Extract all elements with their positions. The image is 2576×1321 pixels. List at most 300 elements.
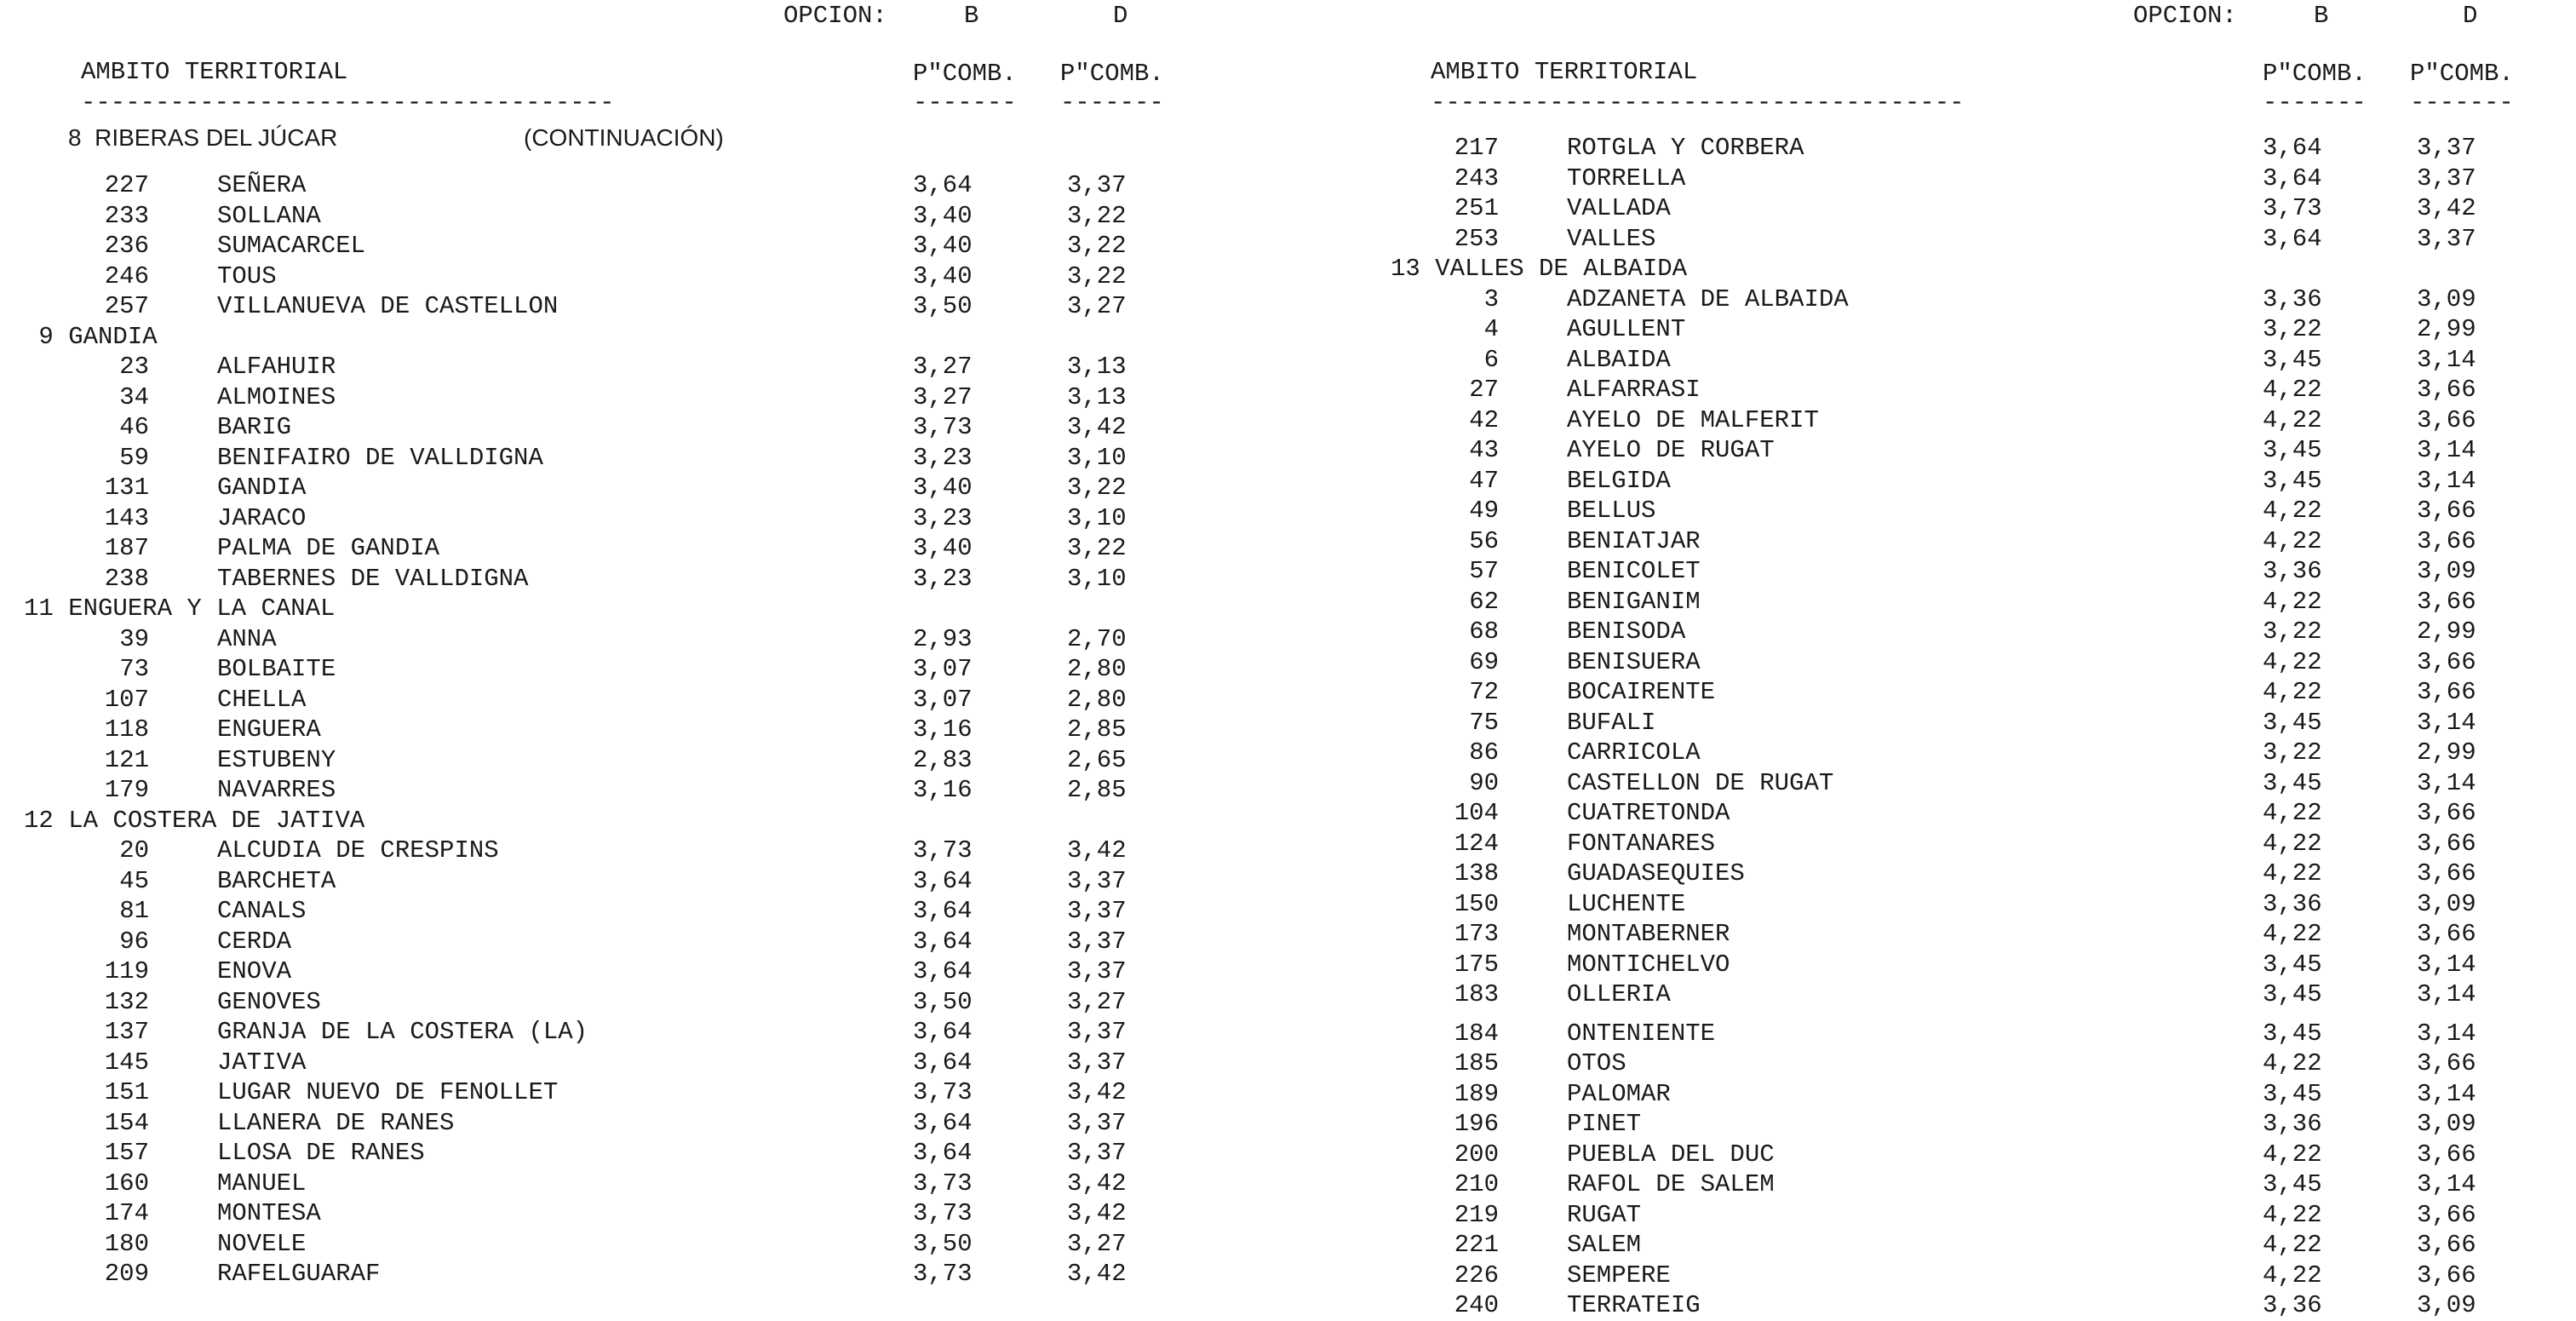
table-row <box>1392 466 2576 497</box>
table-row <box>1392 345 2576 376</box>
value-b: 2,93 <box>913 624 972 653</box>
value-b: 3,64 <box>913 1018 972 1046</box>
value-d: 2,85 <box>1067 715 1127 744</box>
municipality-name: NOVELE <box>217 1229 307 1258</box>
municipality-name: ESTUBENY <box>217 745 336 774</box>
value-b: 3,23 <box>913 503 972 532</box>
municipality-name: VALLES <box>1567 224 1656 253</box>
opcion-label: OPCION: <box>2133 2 2237 30</box>
municipality-name: BENISODA <box>1567 617 1686 646</box>
municipality-name: TERRATEIG <box>1567 1291 1701 1319</box>
municipality-code: 226 <box>1454 1261 1499 1289</box>
value-b: 3,27 <box>913 353 972 381</box>
col-d-header: P"COMB. <box>1060 60 1164 88</box>
ambito-territorial-label: AMBITO TERRITORIAL <box>1431 58 1698 86</box>
left-column <box>24 0 1277 1301</box>
value-d: 3,66 <box>2417 497 2476 525</box>
municipality-name: LLANERA DE RANES <box>217 1108 455 1137</box>
municipality-code: 253 <box>1454 224 1499 253</box>
table-row <box>1392 738 2576 768</box>
value-d: 2,85 <box>1067 776 1127 804</box>
value-b: 4,22 <box>2263 1200 2322 1229</box>
municipality-code: 107 <box>104 685 149 714</box>
municipality-name: GENOVES <box>217 987 321 1016</box>
table-row <box>43 1229 1277 1260</box>
municipality-name: CERDA <box>217 927 292 956</box>
value-d: 3,66 <box>2417 405 2476 434</box>
value-d: 3,42 <box>1067 1078 1127 1106</box>
value-b: 3,64 <box>2263 224 2322 253</box>
municipality-code: 217 <box>1454 134 1499 162</box>
municipality-name: BARCHETA <box>217 866 336 895</box>
option-b-label: B <box>2314 2 2329 30</box>
municipality-code: 160 <box>104 1169 149 1198</box>
municipality-code: 246 <box>104 261 149 290</box>
col-d-underline: ------- <box>2410 89 2514 117</box>
value-b: 3,23 <box>913 564 972 593</box>
value-b: 4,22 <box>2263 1049 2322 1077</box>
table-row <box>43 654 1277 685</box>
group-header <box>24 594 1277 624</box>
ambito-underline: ------------------------------------ <box>81 89 615 117</box>
group-name: 13 VALLES DE ALBAIDA <box>1391 255 1688 283</box>
value-d: 3,22 <box>1067 534 1127 562</box>
municipality-code: 121 <box>104 745 149 774</box>
table-row <box>1392 979 2576 1010</box>
value-d: 3,42 <box>1067 1199 1127 1227</box>
municipality-name: AGULLENT <box>1567 315 1686 343</box>
value-b: 3,64 <box>913 957 972 985</box>
table-row <box>43 201 1277 232</box>
municipality-code: 131 <box>104 474 149 502</box>
value-d: 3,37 <box>2417 224 2476 253</box>
municipality-code: 59 <box>119 443 149 472</box>
value-b: 3,07 <box>913 685 972 714</box>
table-row <box>1392 526 2576 557</box>
municipality-code: 104 <box>1454 799 1499 827</box>
table-row <box>1392 556 2576 587</box>
table-row <box>43 745 1277 776</box>
value-b: 3,16 <box>913 715 972 744</box>
municipality-name: TORRELLA <box>1567 164 1686 192</box>
value-b: 3,73 <box>913 1169 972 1198</box>
table-row <box>1392 1109 2576 1140</box>
value-b: 4,22 <box>2263 376 2322 404</box>
municipality-code: 227 <box>104 171 149 199</box>
value-d: 3,42 <box>1067 836 1127 864</box>
value-b: 3,64 <box>913 1139 972 1167</box>
value-d: 3,66 <box>2417 1231 2476 1259</box>
municipality-code: 73 <box>119 655 149 683</box>
group-name: 9 GANDIA <box>24 322 158 351</box>
municipality-code: 57 <box>1469 557 1499 585</box>
value-b: 3,45 <box>2263 436 2322 464</box>
value-d: 3,14 <box>2417 708 2476 737</box>
value-d: 3,37 <box>1067 897 1127 925</box>
table-row <box>1392 587 2576 617</box>
table-row <box>43 443 1277 474</box>
ambito-territorial-label: AMBITO TERRITORIAL <box>81 58 348 86</box>
table-row <box>43 382 1277 413</box>
municipality-code: 46 <box>119 413 149 441</box>
value-b: 3,64 <box>2263 134 2322 162</box>
section-continuation: (CONTINUACIÓN) <box>524 124 724 151</box>
table-row <box>43 1169 1277 1199</box>
value-d: 2,99 <box>2417 617 2476 646</box>
municipality-name: JARACO <box>217 503 307 532</box>
value-d: 3,37 <box>1067 866 1127 895</box>
col-b-underline: ------- <box>2263 89 2367 117</box>
municipality-name: TABERNES DE VALLDIGNA <box>217 564 529 593</box>
municipality-code: 124 <box>1454 829 1499 858</box>
value-b: 3,45 <box>2263 980 2322 1008</box>
municipality-code: 180 <box>104 1229 149 1258</box>
value-b: 3,45 <box>2263 768 2322 797</box>
value-d: 3,09 <box>2417 1291 2476 1319</box>
table-row <box>43 231 1277 261</box>
value-d: 3,66 <box>2417 859 2476 887</box>
table-row <box>1392 375 2576 405</box>
table-row <box>1392 435 2576 466</box>
municipality-name: BENISUERA <box>1567 647 1701 676</box>
municipality-code: 151 <box>104 1078 149 1106</box>
municipality-name: TOUS <box>217 261 277 290</box>
municipality-code: 173 <box>1454 920 1499 948</box>
col-d-header: P"COMB. <box>2410 60 2514 88</box>
table-row <box>43 896 1277 927</box>
municipality-name: ENGUERA <box>217 715 321 744</box>
municipality-name: BENIFAIRO DE VALLDIGNA <box>217 443 543 472</box>
municipality-code: 69 <box>1469 647 1499 676</box>
value-d: 3,37 <box>1067 957 1127 985</box>
municipality-code: 196 <box>1454 1110 1499 1138</box>
table-row <box>1392 1200 2576 1231</box>
municipality-name: AYELO DE RUGAT <box>1567 436 1775 464</box>
value-b: 3,73 <box>913 1260 972 1288</box>
right-column <box>1391 0 2576 1319</box>
table-row <box>1392 889 2576 920</box>
municipality-name: OTOS <box>1567 1049 1626 1077</box>
municipality-name: CUATRETONDA <box>1567 799 1730 827</box>
value-b: 3,22 <box>2263 617 2322 646</box>
table-row <box>1392 314 2576 345</box>
municipality-code: 118 <box>104 715 149 744</box>
group-name: 11 ENGUERA Y LA CANAL <box>24 594 336 623</box>
municipality-name: BUFALI <box>1567 708 1656 737</box>
value-d: 3,14 <box>2417 950 2476 979</box>
value-b: 4,22 <box>2263 859 2322 887</box>
municipality-code: 209 <box>104 1260 149 1288</box>
municipality-name: BELGIDA <box>1567 466 1671 495</box>
municipality-code: 210 <box>1454 1170 1499 1198</box>
table-row <box>43 775 1277 806</box>
municipality-code: 257 <box>104 292 149 320</box>
value-d: 3,66 <box>2417 1140 2476 1169</box>
table-row <box>43 412 1277 443</box>
municipality-code: 96 <box>119 927 149 956</box>
value-b: 3,73 <box>913 836 972 864</box>
municipality-name: JATIVA <box>217 1048 307 1077</box>
municipality-code: 43 <box>1469 436 1499 464</box>
value-b: 3,40 <box>913 474 972 502</box>
table-row <box>43 1259 1277 1289</box>
value-d: 3,66 <box>2417 1200 2476 1229</box>
municipality-code: 143 <box>104 503 149 532</box>
municipality-name: ANNA <box>217 624 277 653</box>
value-b: 3,36 <box>2263 889 2322 918</box>
value-d: 3,10 <box>1067 443 1127 472</box>
municipality-name: MANUEL <box>217 1169 307 1198</box>
table-row <box>1392 1230 2576 1261</box>
municipality-name: BENIGANIM <box>1567 587 1701 616</box>
value-d: 3,66 <box>2417 920 2476 948</box>
value-b: 4,22 <box>2263 647 2322 676</box>
option-d-label: D <box>2463 2 2478 30</box>
municipality-name: CARRICOLA <box>1567 738 1701 767</box>
municipality-name: PINET <box>1567 1110 1642 1138</box>
table-row <box>43 1198 1277 1229</box>
option-b-label: B <box>964 2 979 30</box>
group-header <box>24 322 1277 353</box>
table-row <box>43 564 1277 594</box>
group-header <box>24 806 1277 836</box>
table-row <box>1392 798 2576 829</box>
value-b: 3,45 <box>2263 1170 2322 1198</box>
value-b: 4,22 <box>2263 799 2322 827</box>
municipality-code: 34 <box>119 382 149 411</box>
municipality-name: CANALS <box>217 897 307 925</box>
municipality-name: SUMACARCEL <box>217 232 366 260</box>
value-b: 3,45 <box>2263 466 2322 495</box>
value-d: 3,14 <box>2417 466 2476 495</box>
municipality-name: NAVARRES <box>217 776 336 804</box>
municipality-name: ROTGLA Y CORBERA <box>1567 134 1804 162</box>
value-b: 4,22 <box>2263 1231 2322 1259</box>
table-row <box>43 170 1277 201</box>
value-b: 3,64 <box>913 1048 972 1077</box>
municipality-code: 150 <box>1454 889 1499 918</box>
value-b: 3,64 <box>913 927 972 956</box>
option-d-label: D <box>1113 2 1128 30</box>
value-d: 3,09 <box>2417 557 2476 585</box>
value-d: 2,80 <box>1067 655 1127 683</box>
table-row <box>1392 1169 2576 1200</box>
value-b: 2,83 <box>913 745 972 774</box>
value-b: 3,45 <box>2263 1019 2322 1048</box>
table-row <box>43 836 1277 866</box>
municipality-name: CHELLA <box>217 685 307 714</box>
municipality-name: ENOVA <box>217 957 292 985</box>
municipality-name: BENIATJAR <box>1567 526 1701 555</box>
value-b: 3,50 <box>913 292 972 320</box>
value-b: 3,22 <box>2263 738 2322 767</box>
value-d: 2,80 <box>1067 685 1127 714</box>
table-row <box>43 927 1277 957</box>
table-row <box>1392 677 2576 708</box>
value-b: 3,36 <box>2263 284 2322 313</box>
value-d: 3,66 <box>2417 678 2476 706</box>
municipality-name: BOCAIRENTE <box>1567 678 1716 706</box>
value-d: 2,70 <box>1067 624 1127 653</box>
value-d: 3,22 <box>1067 201 1127 230</box>
municipality-name: LUCHENTE <box>1567 889 1686 918</box>
table-row <box>43 866 1277 897</box>
value-b: 4,22 <box>2263 526 2322 555</box>
table-row <box>43 291 1277 322</box>
value-d: 2,99 <box>2417 738 2476 767</box>
table-row <box>1392 284 2576 315</box>
value-b: 3,45 <box>2263 950 2322 979</box>
value-b: 4,22 <box>2263 829 2322 858</box>
value-d: 3,10 <box>1067 564 1127 593</box>
municipality-code: 219 <box>1454 1200 1499 1229</box>
value-d: 2,99 <box>2417 315 2476 343</box>
value-b: 4,22 <box>2263 920 2322 948</box>
table-row <box>1392 919 2576 950</box>
municipality-code: 90 <box>1469 768 1499 797</box>
col-d-underline: ------- <box>1060 89 1164 117</box>
municipality-name: PALOMAR <box>1567 1079 1671 1108</box>
value-d: 3,27 <box>1067 987 1127 1016</box>
value-b: 3,23 <box>913 443 972 472</box>
municipality-name: MONTICHELVO <box>1567 950 1730 979</box>
value-d: 3,27 <box>1067 292 1127 320</box>
table-row <box>1392 950 2576 980</box>
table-row <box>43 715 1277 745</box>
municipality-code: 240 <box>1454 1291 1499 1319</box>
value-d: 3,13 <box>1067 353 1127 381</box>
table-row <box>43 624 1277 655</box>
municipality-code: 200 <box>1454 1140 1499 1169</box>
value-b: 3,64 <box>2263 164 2322 192</box>
value-b: 3,36 <box>2263 1110 2322 1138</box>
municipality-code: 81 <box>119 897 149 925</box>
value-d: 3,66 <box>2417 647 2476 676</box>
table-row <box>43 956 1277 987</box>
table-row <box>1392 496 2576 526</box>
value-d: 3,09 <box>2417 1110 2476 1138</box>
table-row <box>1392 133 2576 164</box>
municipality-code: 238 <box>104 564 149 593</box>
municipality-code: 20 <box>119 836 149 864</box>
value-b: 4,22 <box>2263 678 2322 706</box>
municipality-name: LLOSA DE RANES <box>217 1139 425 1167</box>
value-b: 4,22 <box>2263 587 2322 616</box>
value-d: 3,66 <box>2417 829 2476 858</box>
right-rows <box>1392 133 2576 1321</box>
table-row <box>1392 859 2576 889</box>
value-b: 3,40 <box>913 261 972 290</box>
municipality-code: 6 <box>1483 345 1499 374</box>
municipality-name: ALFAHUIR <box>217 353 336 381</box>
table-row <box>1392 1290 2576 1321</box>
municipality-code: 49 <box>1469 497 1499 525</box>
table-row <box>1392 1140 2576 1170</box>
value-d: 3,14 <box>2417 1079 2476 1108</box>
value-d: 3,14 <box>2417 345 2476 374</box>
table-row <box>1392 164 2576 194</box>
value-b: 3,45 <box>2263 708 2322 737</box>
municipality-name: BARIG <box>217 413 292 441</box>
value-b: 3,64 <box>913 171 972 199</box>
table-row <box>43 533 1277 564</box>
group-header <box>1392 254 2576 284</box>
municipality-code: 68 <box>1469 617 1499 646</box>
municipality-name: FONTANARES <box>1567 829 1716 858</box>
value-d: 3,42 <box>2417 194 2476 222</box>
table-row <box>43 1077 1277 1108</box>
value-b: 3,40 <box>913 201 972 230</box>
value-b: 3,73 <box>913 413 972 441</box>
value-b: 3,36 <box>2263 1291 2322 1319</box>
municipality-name: GANDIA <box>217 474 307 502</box>
municipality-code: 174 <box>104 1199 149 1227</box>
municipality-name: RAFELGUARAF <box>217 1260 381 1288</box>
municipality-code: 189 <box>1454 1079 1499 1108</box>
municipality-name: ALBAIDA <box>1567 345 1671 374</box>
value-b: 3,64 <box>913 897 972 925</box>
value-b: 3,50 <box>913 1229 972 1258</box>
municipality-name: PALMA DE GANDIA <box>217 534 440 562</box>
value-d: 3,14 <box>2417 1019 2476 1048</box>
value-d: 3,37 <box>2417 164 2476 192</box>
municipality-name: SOLLANA <box>217 201 321 230</box>
section-title: 8 RIBERAS DEL JÚCAR <box>68 124 338 151</box>
value-d: 3,66 <box>2417 1049 2476 1077</box>
municipality-code: 183 <box>1454 980 1499 1008</box>
value-b: 3,45 <box>2263 345 2322 374</box>
table-row <box>43 261 1277 292</box>
left-rows <box>24 170 1277 1289</box>
municipality-code: 132 <box>104 987 149 1016</box>
table-row <box>43 1138 1277 1169</box>
value-d: 3,42 <box>1067 1169 1127 1198</box>
value-d: 3,37 <box>2417 134 2476 162</box>
opcion-label: OPCION: <box>783 2 887 30</box>
value-b: 3,40 <box>913 232 972 260</box>
table-row <box>1392 708 2576 738</box>
value-d: 3,22 <box>1067 261 1127 290</box>
municipality-code: 119 <box>104 957 149 985</box>
table-row <box>43 352 1277 382</box>
municipality-code: 137 <box>104 1018 149 1046</box>
municipality-code: 187 <box>104 534 149 562</box>
municipality-code: 243 <box>1454 164 1499 192</box>
value-d: 3,66 <box>2417 1261 2476 1289</box>
municipality-code: 3 <box>1483 284 1499 313</box>
municipality-code: 47 <box>1469 466 1499 495</box>
col-b-header: P"COMB. <box>2263 60 2367 88</box>
municipality-name: RAFOL DE SALEM <box>1567 1170 1775 1198</box>
value-d: 3,14 <box>2417 768 2476 797</box>
value-b: 3,27 <box>913 382 972 411</box>
value-d: 3,27 <box>1067 1229 1127 1258</box>
value-d: 3,66 <box>2417 526 2476 555</box>
table-row <box>1392 617 2576 647</box>
municipality-code: 185 <box>1454 1049 1499 1077</box>
table-row <box>1392 1079 2576 1110</box>
value-d: 3,14 <box>2417 436 2476 464</box>
municipality-code: 236 <box>104 232 149 260</box>
municipality-name: RUGAT <box>1567 1200 1642 1229</box>
municipality-code: 23 <box>119 353 149 381</box>
value-d: 3,09 <box>2417 284 2476 313</box>
value-d: 3,14 <box>2417 1170 2476 1198</box>
municipality-name: GRANJA DE LA COSTERA (LA) <box>217 1018 588 1046</box>
municipality-name: BELLUS <box>1567 497 1656 525</box>
municipality-code: 86 <box>1469 738 1499 767</box>
col-b-header: P"COMB. <box>913 60 1017 88</box>
